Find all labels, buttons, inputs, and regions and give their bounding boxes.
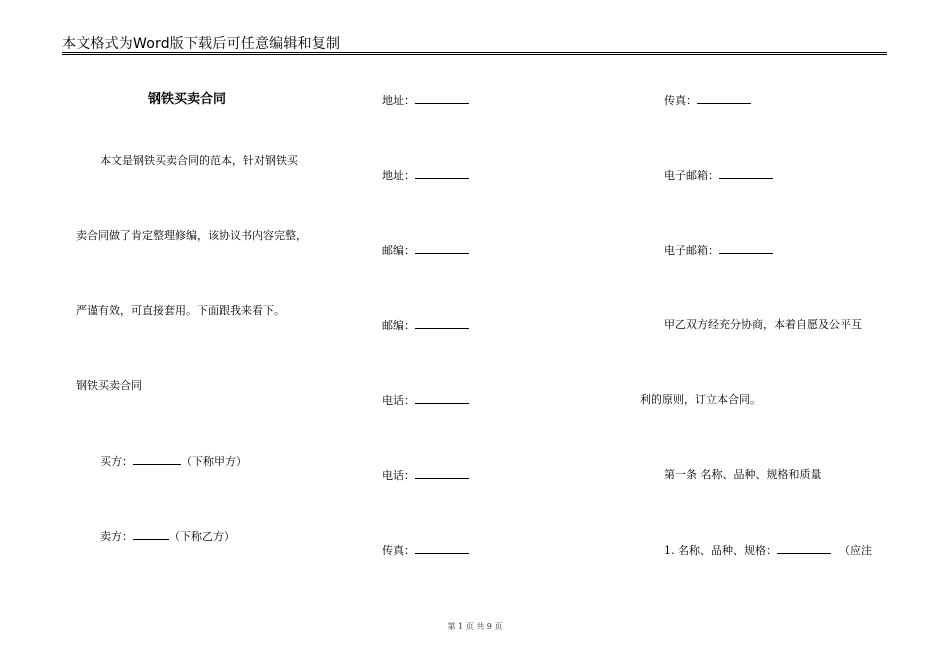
intro-line-2: 卖合同做了肯定整理修编，该协议书内容完整， <box>76 229 307 242</box>
document-banner: 本文格式为Word版下载后可任意编辑和复制 <box>62 36 341 52</box>
email-field-1 <box>664 168 773 183</box>
email-blank-1 <box>719 168 773 179</box>
phone-blank-2 <box>415 468 469 479</box>
fax-label-2: 传真： <box>664 94 697 107</box>
buyer-note: （下称甲方） <box>181 455 247 468</box>
postcode-blank-2 <box>415 318 469 329</box>
phone-label-2: 电话： <box>382 469 415 482</box>
agreement-line-2: 利的原则，订立本合同。 <box>640 393 761 406</box>
agreement-line-1: 甲乙双方经充分协商，本着自愿及公平互 <box>664 318 862 331</box>
header-rule-top <box>62 52 887 53</box>
address-label-1: 地址： <box>382 94 415 107</box>
email-label-2: 电子邮箱： <box>664 244 719 257</box>
postcode-field-2 <box>382 318 469 333</box>
seller-note: （下称乙方） <box>169 530 235 543</box>
contract-title: 钢铁买卖合同 <box>148 92 227 107</box>
item-1-label: 1. 名称、品种、规格： <box>664 544 777 557</box>
phone-field-2 <box>382 468 469 483</box>
email-label-1: 电子邮箱： <box>664 169 719 182</box>
email-field-2 <box>664 243 773 258</box>
buyer-field <box>100 454 247 469</box>
seller-field <box>100 529 235 544</box>
postcode-field-1 <box>382 243 469 258</box>
postcode-label-1: 邮编： <box>382 244 415 257</box>
phone-label-1: 电话： <box>382 394 415 407</box>
item-1-blank <box>777 543 831 554</box>
buyer-label: 买方： <box>100 455 133 468</box>
address-field-2 <box>382 168 469 183</box>
item-1-field <box>664 543 872 558</box>
seller-label: 卖方： <box>100 530 133 543</box>
email-blank-2 <box>719 243 773 254</box>
seller-blank <box>133 529 169 540</box>
phone-field-1 <box>382 393 469 408</box>
fax-field-1 <box>382 543 469 558</box>
header-rule-bottom <box>62 54 887 55</box>
intro-line-3: 严谨有效，可直接套用。下面跟我来看下。 <box>76 304 285 317</box>
address-blank-1 <box>415 93 469 104</box>
fax-blank-1 <box>415 543 469 554</box>
page-number: 第 1 页 共 9 页 <box>447 622 503 631</box>
article-1-heading: 第一条 名称、品种、规格和质量 <box>664 468 822 481</box>
intro-line-1: 本文是钢铁买卖合同的范本，针对钢铁买 <box>100 154 298 167</box>
postcode-label-2: 邮编： <box>382 319 415 332</box>
contract-subtitle: 钢铁买卖合同 <box>76 379 142 392</box>
address-field-1 <box>382 93 469 108</box>
address-label-2: 地址： <box>382 169 415 182</box>
address-blank-2 <box>415 168 469 179</box>
fax-field-2 <box>664 93 751 108</box>
fax-blank-2 <box>697 93 751 104</box>
phone-blank-1 <box>415 393 469 404</box>
postcode-blank-1 <box>415 243 469 254</box>
fax-label-1: 传真： <box>382 544 415 557</box>
item-1-tail: （应注 <box>839 544 872 557</box>
buyer-blank <box>133 454 181 465</box>
